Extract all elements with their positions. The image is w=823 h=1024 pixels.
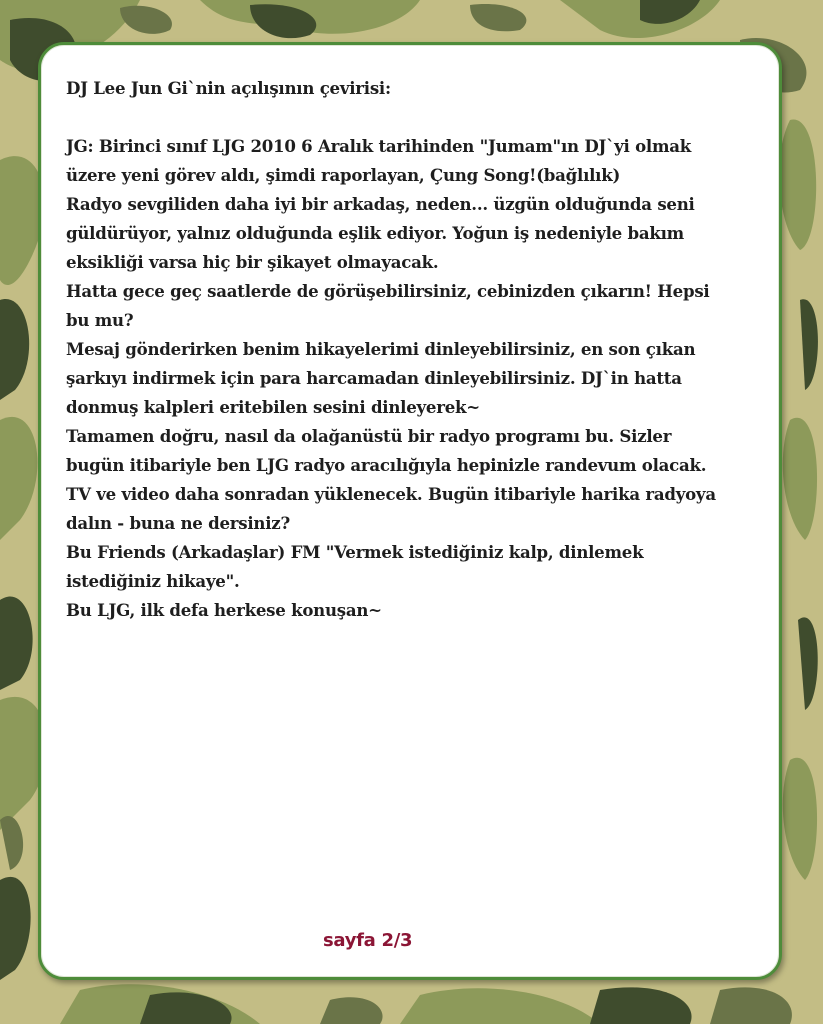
text-line: donmuş kalpleri eritebilen sesini dinleyerek~ — [66, 397, 480, 417]
text-line: istediğiniz hikaye". — [66, 571, 240, 591]
text-line: bu mu? — [66, 310, 134, 330]
text-line: Mesaj gönderirken benim hikayelerimi dinleyebilirsiniz, en son çıkan — [66, 339, 696, 359]
text-line: TV ve video daha sonradan yüklenecek. Bugün itibariyle harika radyoya — [66, 484, 716, 504]
blank-line — [66, 103, 756, 132]
text-line: Hatta gece geç saatlerde de görüşebilirsiniz, cebinizden çıkarın! Hepsi — [66, 281, 710, 301]
document-title: DJ Lee Jun Gi`nin açılışının çevirisi: — [66, 78, 391, 98]
text-line: Bu Friends (Arkadaşlar) FM "Vermek istediğiniz kalp, dinlemek — [66, 542, 644, 562]
text-line: Tamamen doğru, nasıl da olağanüstü bir radyo programı bu. Sizler — [66, 426, 672, 446]
text-line: şarkıyı indirmek için para harcamadan dinleyebilirsiniz. DJ`in hatta — [66, 368, 682, 388]
document-body — [66, 74, 756, 625]
text-line: üzere yeni görev aldı, şimdi raporlayan, Çung Song!(bağlılık) — [66, 165, 621, 185]
text-line: JG: Birinci sınıf LJG 2010 6 Aralık tarihinden "Jumam"ın DJ`yi olmak — [66, 136, 692, 156]
text-line: Radyo sevgiliden daha iyi bir arkadaş, neden... üzgün olduğunda seni — [66, 194, 695, 214]
text-line: eksikliği varsa hiç bir şikayet olmayacak. — [66, 252, 439, 272]
text-line: güldürüyor, yalnız olduğunda eşlik ediyor. Yoğun iş nedeniyle bakım — [66, 223, 684, 243]
text-line: Bu LJG, ilk defa herkese konuşan~ — [66, 600, 382, 620]
text-line: dalın - buna ne dersiniz? — [66, 513, 290, 533]
text-line: bugün itibariyle ben LJG radyo aracılığıyla hepinizle randevum olacak. — [66, 455, 707, 475]
page-number: sayfa 2/3 — [323, 930, 413, 951]
